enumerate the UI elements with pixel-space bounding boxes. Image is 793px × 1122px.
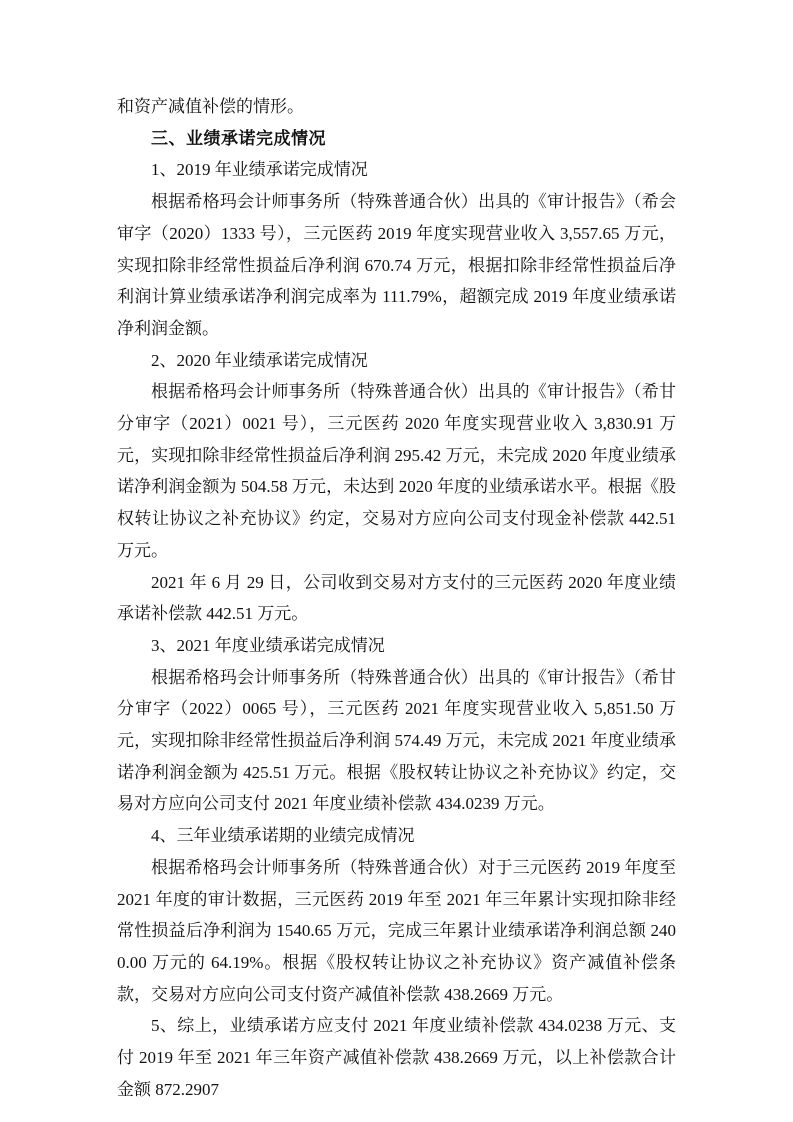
subsection-title-2019: 1、2019 年业绩承诺完成情况 (151, 160, 368, 180)
section-heading-performance-commitment: 三、业绩承诺完成情况 (151, 128, 326, 148)
subsection-title-2021: 3、2021 年度业绩承诺完成情况 (151, 635, 385, 655)
subsection-title-2020: 2、2020 年业绩承诺完成情况 (151, 350, 368, 370)
paragraph-continuation: 和资产减值补偿的情形。 (117, 97, 304, 116)
paragraph-summary-compensation: 5、综上，业绩承诺方应支付 2021 年度业绩补偿款 434.0238 万元、支付 2019 年至 2021 年三年资产减值补偿款 438.2669 万元，以上补偿款合计金额 872.2907 (117, 1016, 676, 1099)
subsection-title-three-year-period: 4、三年业绩承诺期的业绩完成情况 (151, 826, 415, 846)
paragraph-three-year-results: 根据希格玛会计师事务所（特殊普通合伙）对于三元医药 2019 年度至 2021 年度的审计数据，三元医药 2019 年至 2021 年三年累计实现扣除非经常性损益后净利润为 1540.65 万元，完成三年累计业绩承诺净利润总额 2400.00 万元的 64.19%。根据《股权转让协议之补充协议》资产减值补偿条款，交易对方应向公司支付资产减值补偿款 438.2669 万元。 (117, 857, 676, 1004)
paragraph-2020-results: 根据希格玛会计师事务所（特殊普通合伙）出具的《审计报告》（希甘分审字（2021）0021 号），三元医药 2020 年度实现营业收入 3,830.91 万元，实现扣除非经常性损益后净利润 295.42 万元，未完成 2020 年度业绩承诺净利润金额为 504.58 万元，未达到 2020 年度的业绩承诺水平。根据《股权转让协议之补充协议》约定，交易对方应向公司支付现金补偿款 442.51 万元。 (117, 382, 676, 560)
paragraph-2021-results: 根据希格玛会计师事务所（特殊普通合伙）出具的《审计报告》（希甘分审字（2022）0065 号），三元医药 2021 年度实现营业收入 5,851.50 万元，实现扣除非经常性损益后净利润 574.49 万元，未完成 2021 年度业绩承诺净利润金额为 425.51 万元。根据《股权转让协议之补充协议》约定，交易对方应向公司支付 2021 年度业绩补偿款 434.0239 万元。 (117, 667, 676, 814)
paragraph-2019-results: 根据希格玛会计师事务所（特殊普通合伙）出具的《审计报告》（希会审字（2020）1333 号），三元医药 2019 年度实现营业收入 3,557.65 万元，实现扣除非经常性损益后净利润 670.74 万元，根据扣除非经常性损益后净利润计算业绩承诺净利润完成率为 111.79%，超额完成 2019 年度业绩承诺净利润金额。 (117, 192, 676, 338)
paragraph-2020-compensation-received: 2021 年 6 月 29 日，公司收到交易对方支付的三元医药 2020 年度业绩承诺补偿款 442.51 万元。 (117, 572, 676, 624)
